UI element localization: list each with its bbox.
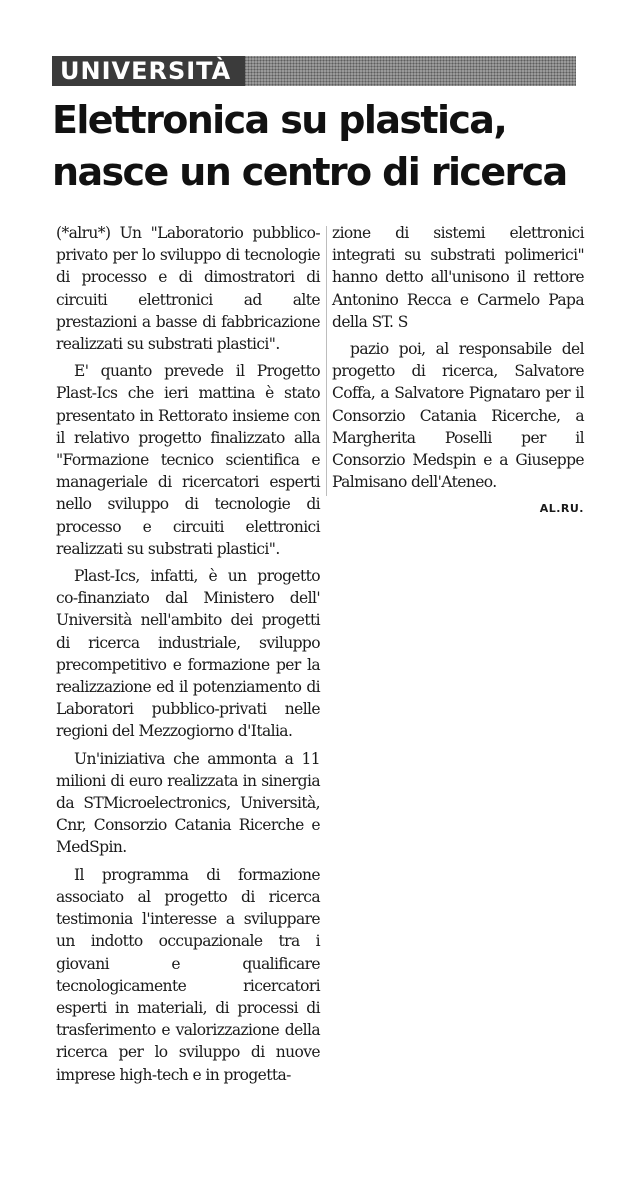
article-paragraph: Un'iniziativa che ammonta a 11 milioni di euro realizzata in sinergia da STMicroelectronics, Università, Cnr, Consorzio Catania Ricerche e MedSpin. bbox=[56, 749, 320, 857]
column-divider bbox=[326, 226, 327, 496]
article-paragraph: E' quanto prevede il Progetto Plast-Ics che ieri mattina è stato presentato in Rettorato insieme con il relativo progetto finalizzato alla "Formazione tecnico scientifica e manageriale di ricercatori esperti nello sviluppo di tecnologie di processo e circuiti elettronici realizzati su substrati plastici". bbox=[56, 362, 320, 558]
article-paragraph: pazio poi, al responsabile del progetto di ricerca, Salvatore Coffa, a Salvatore Pignataro per il Consorzio Catania Ricerche, a Margherita Poselli per il Consorzio Medspin e a Giuseppe Palmisano dell'Ateneo. bbox=[332, 340, 584, 492]
article-paragraph: zione di sistemi elettronici integrati su substrati polimerici" hanno detto all'unisono il rettore Antonino Recca e Carmelo Papa della ST. S bbox=[332, 224, 584, 331]
article-column-right bbox=[332, 222, 584, 521]
section-label: UNIVERSITÀ bbox=[52, 56, 245, 86]
headline bbox=[52, 94, 592, 198]
article-paragraph: Plast-Ics, infatti, è un progetto co-finanziato dal Ministero dell' Università nell'ambito dei progetti di ricerca industriale, sviluppo precompetitivo e formazione per la realizzazione ed il potenziamento di Laboratori pubblico-privati nelle regioni del Mezzogiorno d'Italia. bbox=[56, 567, 320, 741]
article-column-left bbox=[56, 222, 320, 1091]
headline-line-1: Elettronica su plastica, bbox=[52, 98, 507, 142]
article-paragraph: Il programma di formazione associato al progetto di ricerca testimonia l'interesse a sviluppare un indotto occupazionale tra i giovani e qualificare tecnologicamente ricercatori esperti in materiali, di processi di trasferimento e valorizzazione della ricerca per lo sviluppo di nuove imprese high-tech e in progetta- bbox=[56, 865, 320, 1084]
article-paragraph: (*alru*) Un "Laboratorio pubblico-privato per lo sviluppo di tecnologie di processo e di dimostratori di circuiti elettronici ad alte prestazioni a basse di fabbricazione realizzati su substrati plastici". bbox=[56, 224, 320, 354]
section-header-bar bbox=[52, 56, 576, 86]
headline-line-2: nasce un centro di ricerca bbox=[52, 150, 567, 194]
author-signature: AL.RU. bbox=[539, 502, 584, 516]
